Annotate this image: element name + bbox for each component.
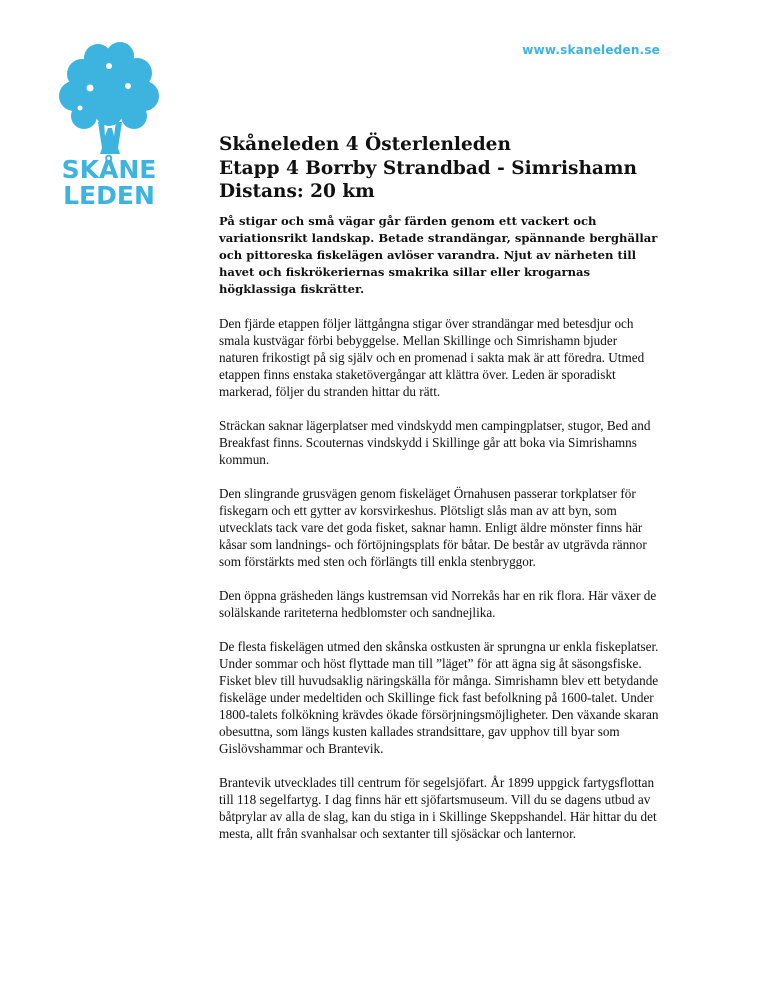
paragraph-1: Den fjärde etappen följer lättgångna stigar över strandängar med betesdjur och smala kustvägar förbi bebyggelse. Mellan Skillinge och Simrishamn bjuder naturen frikostigt på sig själv och en promenad i sakta mak är att föredra. Utmed etappen finns enstaka staketövergångar att klättra över. Leden är sporadiskt markerad, följer du stranden hittar du rätt.	[219, 316, 645, 399]
paragraph-6: Brantevik utvecklades till centrum för segelsjöfart. År 1899 uppgick fartygsflottan till 118 segelfartyg. I dag finns här ett sjöfartsmuseum. Vill du se dagens utbud av båtprylar av alla de slag, kan du stiga in i Skillinge Skeppshandel. Här hittar du det mesta, allt från svanhalsar och sextanter till sjösäckar och lanternor.	[219, 775, 657, 841]
website-url[interactable]: www.skaneleden.se	[522, 43, 660, 57]
title-distance: Distans: 20 km	[219, 181, 375, 202]
title-stage: Etapp 4 Borrby Strandbad - Simrishamn	[219, 157, 637, 179]
lead-paragraph: På stigar och små vägar går färden genom ett vackert och variationsrikt landskap. Betade strandängar, spännande berghällar och pittoreska fiskelägen avlöser varandra. Njut av närheten till havet och fiskrökeriernas smakrika sillar eller krogarnas högklassiga fiskrätter.	[219, 214, 658, 296]
paragraph-4: Den öppna gräsheden längs kustremsan vid Norrekås har en rik flora. Här växer de solälskande rariteterna hedblomster och sandnejlika.	[219, 588, 657, 620]
paragraph-3: Den slingrande grusvägen genom fiskeläget Örnahusen passerar torkplatser för fiskegarn och ett gytter av korsvirkeshus. Plötsligt slås man av att byn, som utvecklats tack vare det goda fisket, saknar hamn. Enligt äldre mönster finns här kåsar som landnings- och förtöjningsplats för båtar. De består av utgrävda rännor som förstärkts med sten och förlängts till enkla stenbryggor.	[219, 486, 647, 569]
article-body	[219, 213, 659, 859]
logo-text-skane: SKÅNE	[61, 155, 157, 184]
paragraph-5: De flesta fiskelägen utmed den skånska ostkusten är sprungna ur enkla fiskeplatser. Under sommar och höst flyttade man till ”läget” för att ägna sig åt säsongsfiske. Fisket blev till huvudsaklig näringskälla för många. Simrishamn blev ett betydande fiskeläge under medeltiden och Skillinge fick fast befolkning på 1600-talet. Under 1800-talets folkökning krävdes ökade försörjningsmöjligheter. Den växande skaran obesuttna, som längs kusten kallades strandsittare, gav upphov till byar som Gislövshammar och Brantevik.	[219, 639, 659, 756]
oak-tree-icon	[50, 40, 168, 208]
page-title	[219, 133, 679, 204]
skaneleden-logo	[50, 40, 168, 208]
title-route: Skåneleden 4 Österlenleden	[219, 134, 511, 155]
paragraph-2: Sträckan saknar lägerplatser med vindskydd men campingplatser, stugor, Bed and Breakfast finns. Scouternas vindskydd i Skillinge går att boka via Simrishamns kommun.	[219, 418, 651, 467]
logo-text-leden: LEDEN	[63, 181, 155, 208]
